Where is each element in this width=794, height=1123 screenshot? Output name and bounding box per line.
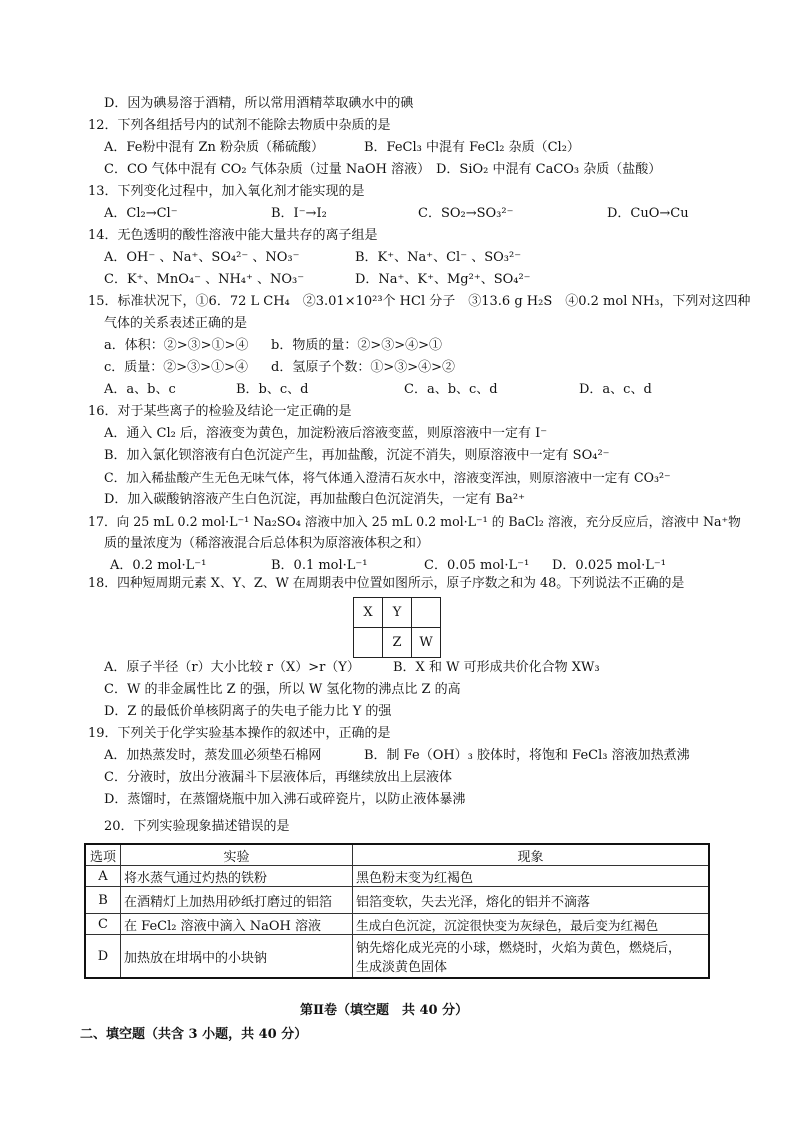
table-row — [85, 935, 709, 979]
q15-option-a: A．a、b、c — [104, 382, 176, 397]
q13-stem: 13．下列变化过程中，加入氧化剂才能实现的是 — [88, 184, 365, 199]
q17-option-a: A．0.2 mol·L⁻¹ — [110, 558, 207, 573]
q12-option-b: B．FeCl₃ 中混有 FeCl₂ 杂质（Cl₂） — [364, 140, 580, 155]
row-phenomenon-line2: 生成淡黄色固体 — [356, 960, 448, 975]
q12-option-d: D．SiO₂ 中混有 CaCO₃ 杂质（盐酸） — [436, 162, 662, 177]
q19-option-d: D．蒸馏时，在蒸馏烧瓶中加入沸石或碎瓷片，以防止液体暴沸 — [104, 792, 466, 807]
q20-stem: 20．下列实验现象描述错误的是 — [104, 819, 290, 834]
q13-option-d: D．CuO→Cu — [607, 206, 689, 221]
q13-option-c: C．SO₂→SO₃²⁻ — [418, 206, 514, 221]
q17-stem: 17．向 25 mL 0.2 mol·L⁻¹ Na₂SO₄ 溶液中加入 25 mL 0.2 mol·L⁻¹ 的 BaCl₂ 溶液，充分反应后，溶液中 Na⁺物 — [88, 514, 741, 529]
element-z: Z — [383, 628, 412, 658]
q19-option-a: A．加热蒸发时，蒸发皿必须垫石棉网 — [104, 748, 322, 763]
section-title: 第Ⅱ卷（填空题 共 40 分） — [300, 1003, 469, 1018]
q16-option-a: A．通入 Cl₂ 后，溶液变为黄色，加淀粉液后溶液变蓝，则原溶液中一定有 I⁻ — [104, 426, 548, 441]
q18-option-c: C．W 的非金属性比 Z 的强，所以 W 氢化物的沸点比 Z 的高 — [104, 682, 461, 697]
q19-option-b: B．制 Fe（OH）₃ 胶体时，将饱和 FeCl₃ 溶液加热煮沸 — [364, 748, 690, 763]
q11-option-d: D．因为碘易溶于酒精，所以常用酒精萃取碘水中的碘 — [104, 96, 414, 111]
q19-option-c: C．分液时，放出分液漏斗下层液体后，再继续放出上层液体 — [104, 770, 452, 785]
table-header-phenomenon: 现象 — [353, 844, 710, 866]
row-phenomenon-line1: 钠先熔化成光亮的小球，燃烧时，火焰为黄色，燃烧后， — [356, 941, 682, 956]
element-x: X — [354, 598, 383, 628]
q13-option-a: A．Cl₂→Cl⁻ — [104, 206, 178, 221]
q13-option-b: B．I⁻→I₂ — [271, 206, 327, 221]
row-option: C — [85, 914, 121, 935]
q17-option-b: B．0.1 mol·L⁻¹ — [271, 558, 368, 573]
q18-stem: 18．四种短周期元素 X、Y、Z、W 在周期表中位置如图所示，原子序数之和为 48。下列说法不正确的是 — [88, 576, 685, 591]
q14-option-a: A．OH⁻ 、Na⁺、SO₄²⁻ 、NO₃⁻ — [104, 250, 300, 265]
empty-cell — [412, 598, 441, 628]
row-experiment: 在酒精灯上加热用砂纸打磨过的铝箔 — [121, 887, 353, 914]
table-header-option: 选项 — [85, 844, 121, 866]
q12-option-a: A．Fe粉中混有 Zn 粉杂质（稀硫酸） — [104, 140, 325, 155]
q15-sub-d: d．氢原子个数：①>③>④>② — [271, 360, 455, 375]
q15-sub-b: b．物质的量：②>③>④>① — [271, 338, 442, 353]
row-option: A — [85, 866, 121, 887]
q18-option-d: D．Z 的最低价单核阴离子的失电子能力比 Y 的强 — [104, 704, 392, 719]
q17-option-d: D．0.025 mol·L⁻¹ — [552, 558, 666, 573]
q19-stem: 19．下列关于化学实验基本操作的叙述中，正确的是 — [88, 726, 391, 741]
q15-sub-a: a．体积：②>③>①>④ — [104, 338, 249, 353]
q18-option-a: A．原子半径（r）大小比较 r（X）>r（Y） — [104, 660, 360, 675]
q17-stem-cont: 质的量浓度为（稀溶液混合后总体积为原溶液体积之和） — [104, 536, 430, 551]
q16-option-d: D．加入碳酸钠溶液产生白色沉淀，再加盐酸白色沉淀消失，一定有 Ba²⁺ — [104, 492, 525, 507]
table-header-experiment: 实验 — [121, 844, 353, 866]
row-experiment: 在 FeCl₂ 溶液中滴入 NaOH 溶液 — [121, 914, 353, 935]
experiment-table — [84, 843, 710, 979]
q12-stem: 12．下列各组括号内的试剂不能除去物质中杂质的是 — [88, 118, 391, 133]
row-option: D — [85, 935, 121, 979]
q15-option-b: B．b、c、d — [236, 382, 309, 397]
table-row — [85, 866, 709, 887]
q18-option-b: B．X 和 W 可形成共价化合物 XW₃ — [393, 660, 600, 675]
q15-option-c: C．a、b、c、d — [404, 382, 498, 397]
q16-stem: 16．对于某些离子的检验及结论一定正确的是 — [88, 404, 352, 419]
row-phenomenon — [353, 935, 710, 979]
row-phenomenon: 生成白色沉淀，沉淀很快变为灰绿色，最后变为红褐色 — [353, 914, 710, 935]
q15-sub-c: c．质量：②>③>①>④ — [104, 360, 248, 375]
empty-cell — [354, 628, 383, 658]
row-experiment: 将水蒸气通过灼热的铁粉 — [121, 866, 353, 887]
q15-stem: 15．标准状况下，①6．72 L CH₄ ②3.01×10²³个 HCl 分子 ③13.6 g H₂S ④0.2 mol NH₃，下列对这四种 — [88, 294, 751, 309]
row-experiment: 加热放在坩埚中的小块钠 — [121, 935, 353, 979]
q17-option-c: C．0.05 mol·L⁻¹ — [424, 558, 530, 573]
element-w: W — [412, 628, 441, 658]
q14-stem: 14．无色透明的酸性溶液中能大量共存的离子组是 — [88, 228, 378, 243]
table-row — [85, 914, 709, 935]
periodic-table-fragment — [353, 597, 441, 658]
q16-option-c: C．加入稀盐酸产生无色无味气体，将气体通入澄清石灰水中，溶液变浑浊，则原溶液中一定有 CO₃²⁻ — [104, 470, 671, 485]
row-phenomenon: 铝箔变软，失去光泽，熔化的铝并不滴落 — [353, 887, 710, 914]
element-y: Y — [383, 598, 412, 628]
part-title: 二、填空题（共含 3 小题，共 40 分） — [80, 1027, 308, 1042]
q14-option-c: C．K⁺、MnO₄⁻ 、NH₄⁺ 、NO₃⁻ — [104, 272, 305, 287]
row-phenomenon: 黑色粉末变为红褐色 — [353, 866, 710, 887]
table-row — [85, 887, 709, 914]
q15-stem-cont: 气体的关系表述正确的是 — [104, 316, 248, 331]
q16-option-b: B．加入氯化钡溶液有白色沉淀产生，再加盐酸，沉淀不消失，则原溶液中一定有 SO₄²⁻ — [104, 448, 610, 463]
q15-option-d: D．a、c、d — [579, 382, 652, 397]
row-option: B — [85, 887, 121, 914]
q14-option-b: B．K⁺、Na⁺、Cl⁻ 、SO₃²⁻ — [355, 250, 522, 265]
q14-option-d: D．Na⁺、K⁺、Mg²⁺、SO₄²⁻ — [355, 272, 531, 287]
q12-option-c: C．CO 气体中混有 CO₂ 气体杂质（过量 NaOH 溶液） — [104, 162, 431, 177]
